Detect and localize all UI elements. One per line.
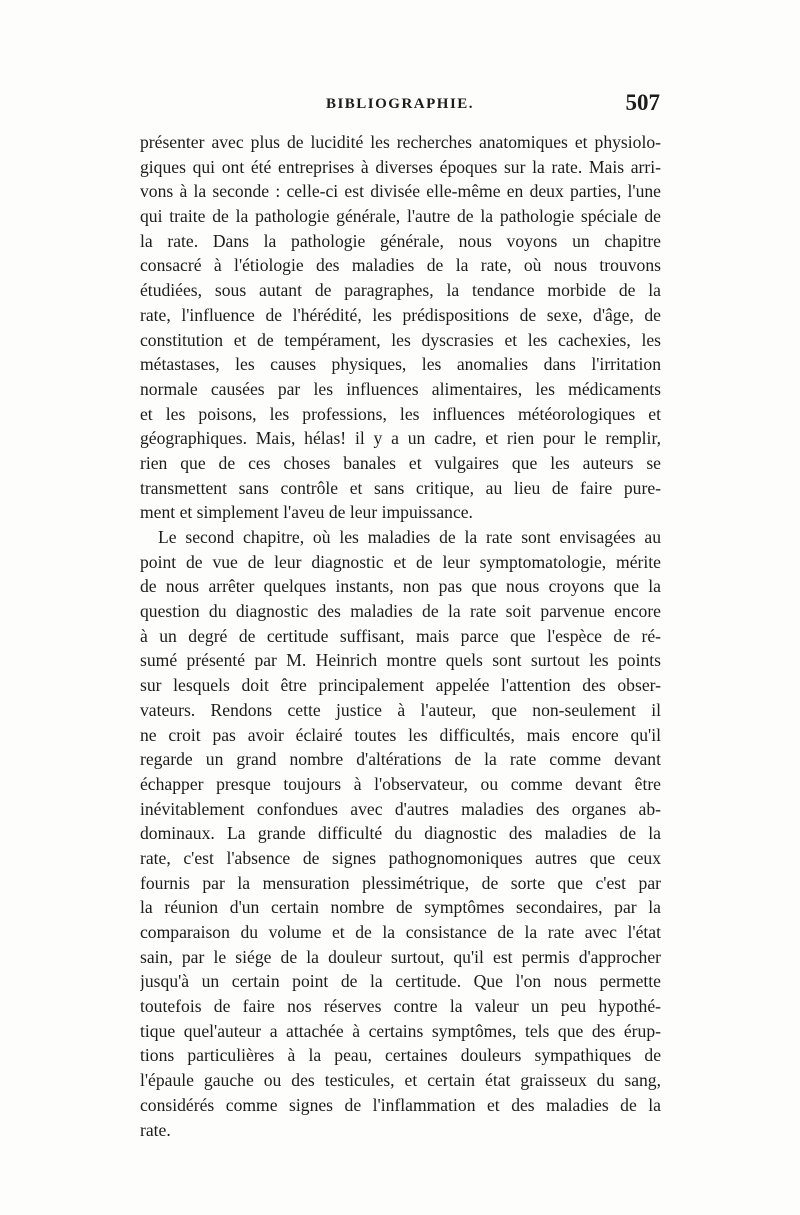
text-line: dominaux. La grande difficulté du diagnostic des maladies de la xyxy=(140,823,661,844)
text-line: rate, l'influence de l'hérédité, les prédispositions de sexe, d'âge, de xyxy=(140,304,661,325)
text-line: considérés comme signes de l'inflammation et des maladies de la xyxy=(140,1094,661,1115)
text-line: consacré à l'étiologie des maladies de la rate, où nous trouvons xyxy=(140,255,661,276)
text-line: échapper presque toujours à l'observateur, ou comme devant être xyxy=(140,773,661,794)
text-line: la réunion d'un certain nombre de symptômes secondaires, par la xyxy=(140,897,661,918)
text-line: tions particulières à la peau, certaines douleurs sympathiques de xyxy=(140,1045,661,1066)
text-line: toutefois de faire nos réserves contre la valeur un peu hypothé- xyxy=(140,996,661,1017)
text-line: vons à la seconde : celle-ci est divisée elle-même en deux parties, l'une xyxy=(140,181,661,202)
text-line: étudiées, sous autant de paragraphes, la tendance morbide de la xyxy=(140,280,661,301)
text-line: regarde un grand nombre d'altérations de la rate comme devant xyxy=(140,749,661,770)
text-line: à un degré de certitude suffisant, mais parce que l'espèce de ré- xyxy=(140,625,661,646)
text-line: fournis par la mensuration plessimétrique, de sorte que c'est par xyxy=(140,872,661,893)
text-line: Le second chapitre, où les maladies de la rate sont envisagées au xyxy=(158,527,661,547)
text-line: sumé présenté par M. Heinrich montre quels sont surtout les points xyxy=(140,650,661,671)
text-line: l'épaule gauche ou des testicules, et certain état graisseux du sang, xyxy=(140,1070,661,1091)
text-line: qui traite de la pathologie générale, l'autre de la pathologie spéciale de xyxy=(140,206,661,227)
paragraph xyxy=(140,130,661,525)
text-line: giques qui ont été entreprises à diverses époques sur la rate. Mais arri- xyxy=(140,156,661,177)
page-header xyxy=(140,90,660,122)
text-line: la rate. Dans la pathologie générale, nous voyons un chapitre xyxy=(140,230,661,251)
text-line: question du diagnostic des maladies de la rate soit parvenue encore xyxy=(140,601,661,622)
text-line: de nous arrêter quelques instants, non pas que nous croyons que la xyxy=(140,576,661,597)
text-line: comparaison du volume et de la consistance de la rate avec l'état xyxy=(140,922,661,942)
text-line: point de vue de leur diagnostic et de leur symptomatologie, mérite xyxy=(140,551,661,572)
text-line: et les poisons, les professions, les influences météorologiques et xyxy=(140,403,661,424)
text-line: géographiques. Mais, hélas! il y a un cadre, et rien pour le remplir, xyxy=(140,428,661,449)
text-line: ne croit pas avoir éclairé toutes les difficultés, mais encore qu'il xyxy=(140,724,661,745)
text-line: transmettent sans contrôle et sans critique, au lieu de faire pure- xyxy=(140,477,661,498)
paragraph xyxy=(140,525,661,1142)
body-text xyxy=(140,130,661,1142)
text-line: métastases, les causes physiques, les anomalies dans l'irritation xyxy=(140,354,661,375)
text-line: vateurs. Rendons cette justice à l'auteur, que non-seulement il xyxy=(140,699,661,720)
text-line: sain, par le siége de la douleur surtout, qu'il est permis d'approcher xyxy=(140,946,661,967)
running-head: BIBLIOGRAPHIE. xyxy=(325,96,475,112)
text-line: normale causées par les influences alimentaires, les médicaments xyxy=(140,378,661,399)
text-line: présenter avec plus de lucidité les recherches anatomiques et physiolo- xyxy=(140,132,661,152)
page-number: 507 xyxy=(625,90,660,115)
text-line: ment et simplement l'aveu de leur impuissance. xyxy=(140,502,473,523)
text-line: jusqu'à un certain point de la certitude. Que l'on nous permette xyxy=(140,971,661,992)
text-line: sur lesquels doit être principalement appelée l'attention des obser- xyxy=(140,675,661,696)
text-line: rien que de ces choses banales et vulgaires que les auteurs se xyxy=(140,452,661,473)
text-line: inévitablement confondues avec d'autres maladies des organes ab- xyxy=(140,798,661,819)
text-line: rate. xyxy=(140,1119,171,1140)
text-line: constitution et de tempérament, les dyscrasies et les cachexies, les xyxy=(140,329,661,350)
text-line: tique quel'auteur a attachée à certains symptômes, tels que des érup- xyxy=(140,1020,661,1041)
text-line: rate, c'est l'absence de signes pathognomoniques autres que ceux xyxy=(140,847,661,868)
